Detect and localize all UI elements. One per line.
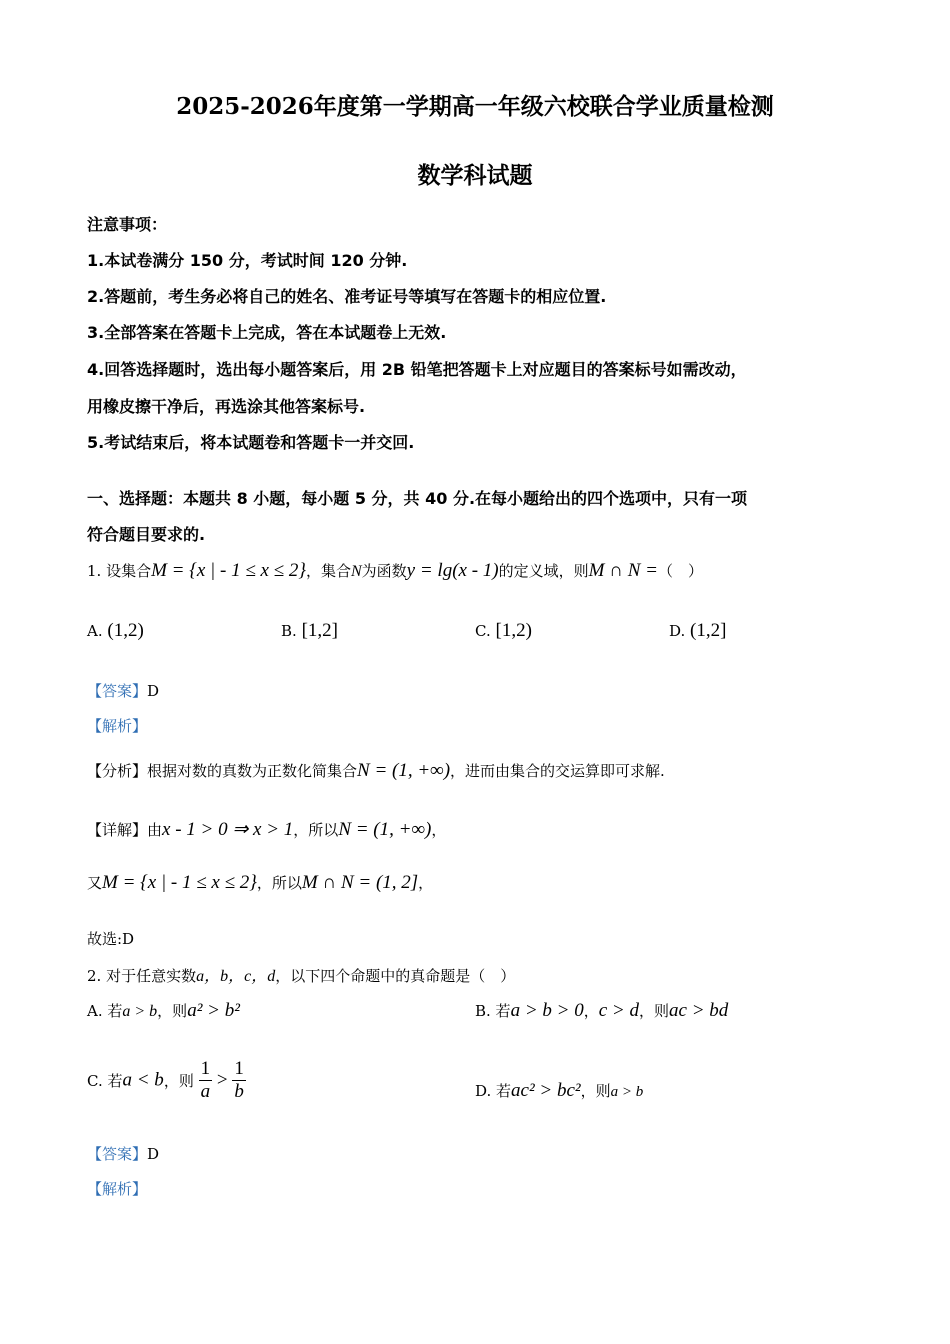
q1-n-letter: N — [350, 563, 362, 580]
fenxi-math: N = (1, +∞) — [357, 760, 451, 781]
notice-heading: 注意事项： — [87, 215, 168, 234]
q2-answer — [87, 1143, 159, 1164]
opt-sep: ， — [583, 1002, 599, 1020]
xiangjie-label: 【详解】 — [87, 821, 148, 839]
q2-option-b — [475, 1000, 728, 1022]
opt-cond: ac² > bc² — [511, 1080, 581, 1101]
opt-cond: a < b — [122, 1069, 164, 1091]
fraction-1-over-b — [232, 1058, 246, 1103]
frac-num: 1 — [200, 1058, 211, 1079]
section-heading-cont: 符合题目要求的. — [87, 525, 206, 544]
q1-func: y = lg(x - 1) — [406, 560, 499, 581]
q2-suffix: ，以下四个命题中的真命题是（ ） — [275, 967, 516, 985]
q2-analysis-label: 【解析】 — [87, 1180, 148, 1198]
opt-result: a > b — [610, 1084, 644, 1100]
opt-result: a² > b² — [187, 1000, 240, 1021]
exam-subtitle: 数学科试题 — [417, 162, 533, 189]
notice-item-5: 5.考试结束后，将本试题卷和答题卡一并交回. — [87, 433, 415, 452]
answer-label: 【答案】 — [87, 682, 148, 700]
q1-fenxi — [87, 760, 665, 782]
xj-math: x - 1 > 0 ⇒ x > 1 — [162, 819, 294, 840]
option-value: [1,2) — [495, 620, 532, 641]
notice-item-2: 2.答题前，考生务必将自己的姓名、准考证号等填写在答题卡的相应位置. — [87, 287, 607, 306]
option-value: (1,2) — [107, 620, 144, 641]
q1-mid2: 为函数 — [361, 562, 407, 580]
fraction-1-over-a — [199, 1058, 213, 1103]
q2-option-a — [87, 1000, 240, 1022]
opt-mid: ，则 — [157, 1002, 188, 1020]
option-letter: A. 若 — [87, 1002, 123, 1020]
q1-answer — [87, 680, 159, 701]
you-math: M = {x | - 1 ≤ x ≤ 2} — [102, 872, 257, 893]
q2-prefix: 2. 对于任意实数 — [87, 967, 197, 985]
option-letter: C. — [475, 622, 491, 640]
q1-option-d — [669, 620, 726, 642]
notice-item-1: 1.本试卷满分 150 分，考试时间 120 分钟. — [87, 251, 408, 270]
option-letter: D. — [669, 622, 686, 640]
fenxi-label: 【分析】 — [87, 762, 148, 780]
q2-option-d — [475, 1080, 643, 1102]
question-2-stem — [87, 963, 515, 986]
q1-you — [87, 872, 433, 894]
option-letter: D. 若 — [475, 1082, 512, 1100]
exam-title: 2025-2026年度第一学期高一年级六校联合学业质量检测 — [176, 93, 774, 120]
you-end: ， — [418, 874, 434, 892]
you-text-2: ，所以 — [256, 874, 302, 892]
you-text: 又 — [87, 874, 103, 892]
option-letter: B. — [281, 622, 297, 640]
answer-value: D — [147, 682, 160, 700]
q1-option-c — [475, 620, 532, 642]
you-math-2: M ∩ N = (1, 2] — [301, 872, 419, 893]
q1-set-m: M = {x | - 1 ≤ x ≤ 2} — [151, 560, 306, 581]
opt-cond: a > b > 0 — [510, 1000, 584, 1021]
q1-expr: M ∩ N = — [588, 560, 658, 581]
option-value: [1,2] — [301, 620, 338, 641]
xj-text-2: ，所以 — [293, 821, 339, 839]
question-1-stem — [87, 560, 703, 582]
opt-mid: ，则 — [639, 1002, 670, 1020]
frac-num: 1 — [234, 1058, 244, 1079]
opt-mid: ，则 — [580, 1082, 611, 1100]
q1-paren: （ ） — [657, 562, 703, 580]
option-value: (1,2] — [690, 620, 727, 641]
xj-text-3: ， — [431, 821, 447, 839]
option-letter: A. — [87, 622, 103, 640]
fenxi-text-2: ，进而由集合的交运算即可求解. — [450, 762, 665, 780]
q1-xiangjie — [87, 818, 446, 841]
answer-label: 【答案】 — [87, 1145, 148, 1163]
notice-item-4: 4.回答选择题时，选出每小题答案后，用 2B 铅笔把答题卡上对应题目的答案标号如需改动， — [87, 360, 747, 379]
q1-mid1: ，集合 — [305, 562, 351, 580]
opt-mid: ，则 — [163, 1072, 194, 1090]
notice-item-4-cont: 用橡皮擦干净后，再选涂其他答案标号. — [87, 397, 366, 416]
option-letter: B. 若 — [475, 1002, 511, 1020]
q1-analysis-label: 【解析】 — [87, 717, 148, 735]
opt-cond-2: c > d — [598, 1000, 639, 1021]
section-heading: 一、选择题：本题共 8 小题，每小题 5 分，共 40 分.在每小题给出的四个选项中，只有一项 — [87, 489, 748, 508]
answer-value: D — [147, 1145, 160, 1163]
q2-option-c — [87, 1058, 246, 1103]
notice-item-3: 3.全部答案在答题卡上完成，答在本试题卷上无效. — [87, 323, 447, 342]
q1-option-a — [87, 620, 144, 642]
frac-den: a — [200, 1081, 211, 1102]
frac-den: b — [234, 1081, 244, 1102]
opt-cond: a > b — [122, 1003, 158, 1020]
q1-option-b — [281, 620, 338, 642]
option-letter: C. 若 — [87, 1072, 123, 1090]
xj-math-2: N = (1, +∞) — [338, 819, 432, 840]
fenxi-text: 根据对数的真数为正数化简集合 — [147, 762, 358, 780]
opt-result: ac > bd — [669, 1000, 729, 1021]
q1-guxuan: 故选:D — [87, 930, 135, 948]
xj-text: 由 — [147, 821, 163, 839]
q1-mid3: 的定义域，则 — [498, 562, 589, 580]
q1-prefix: 1. 设集合 — [87, 562, 152, 580]
gt-sign: > — [216, 1069, 228, 1091]
q2-vars: a，b，c，d — [196, 968, 276, 985]
